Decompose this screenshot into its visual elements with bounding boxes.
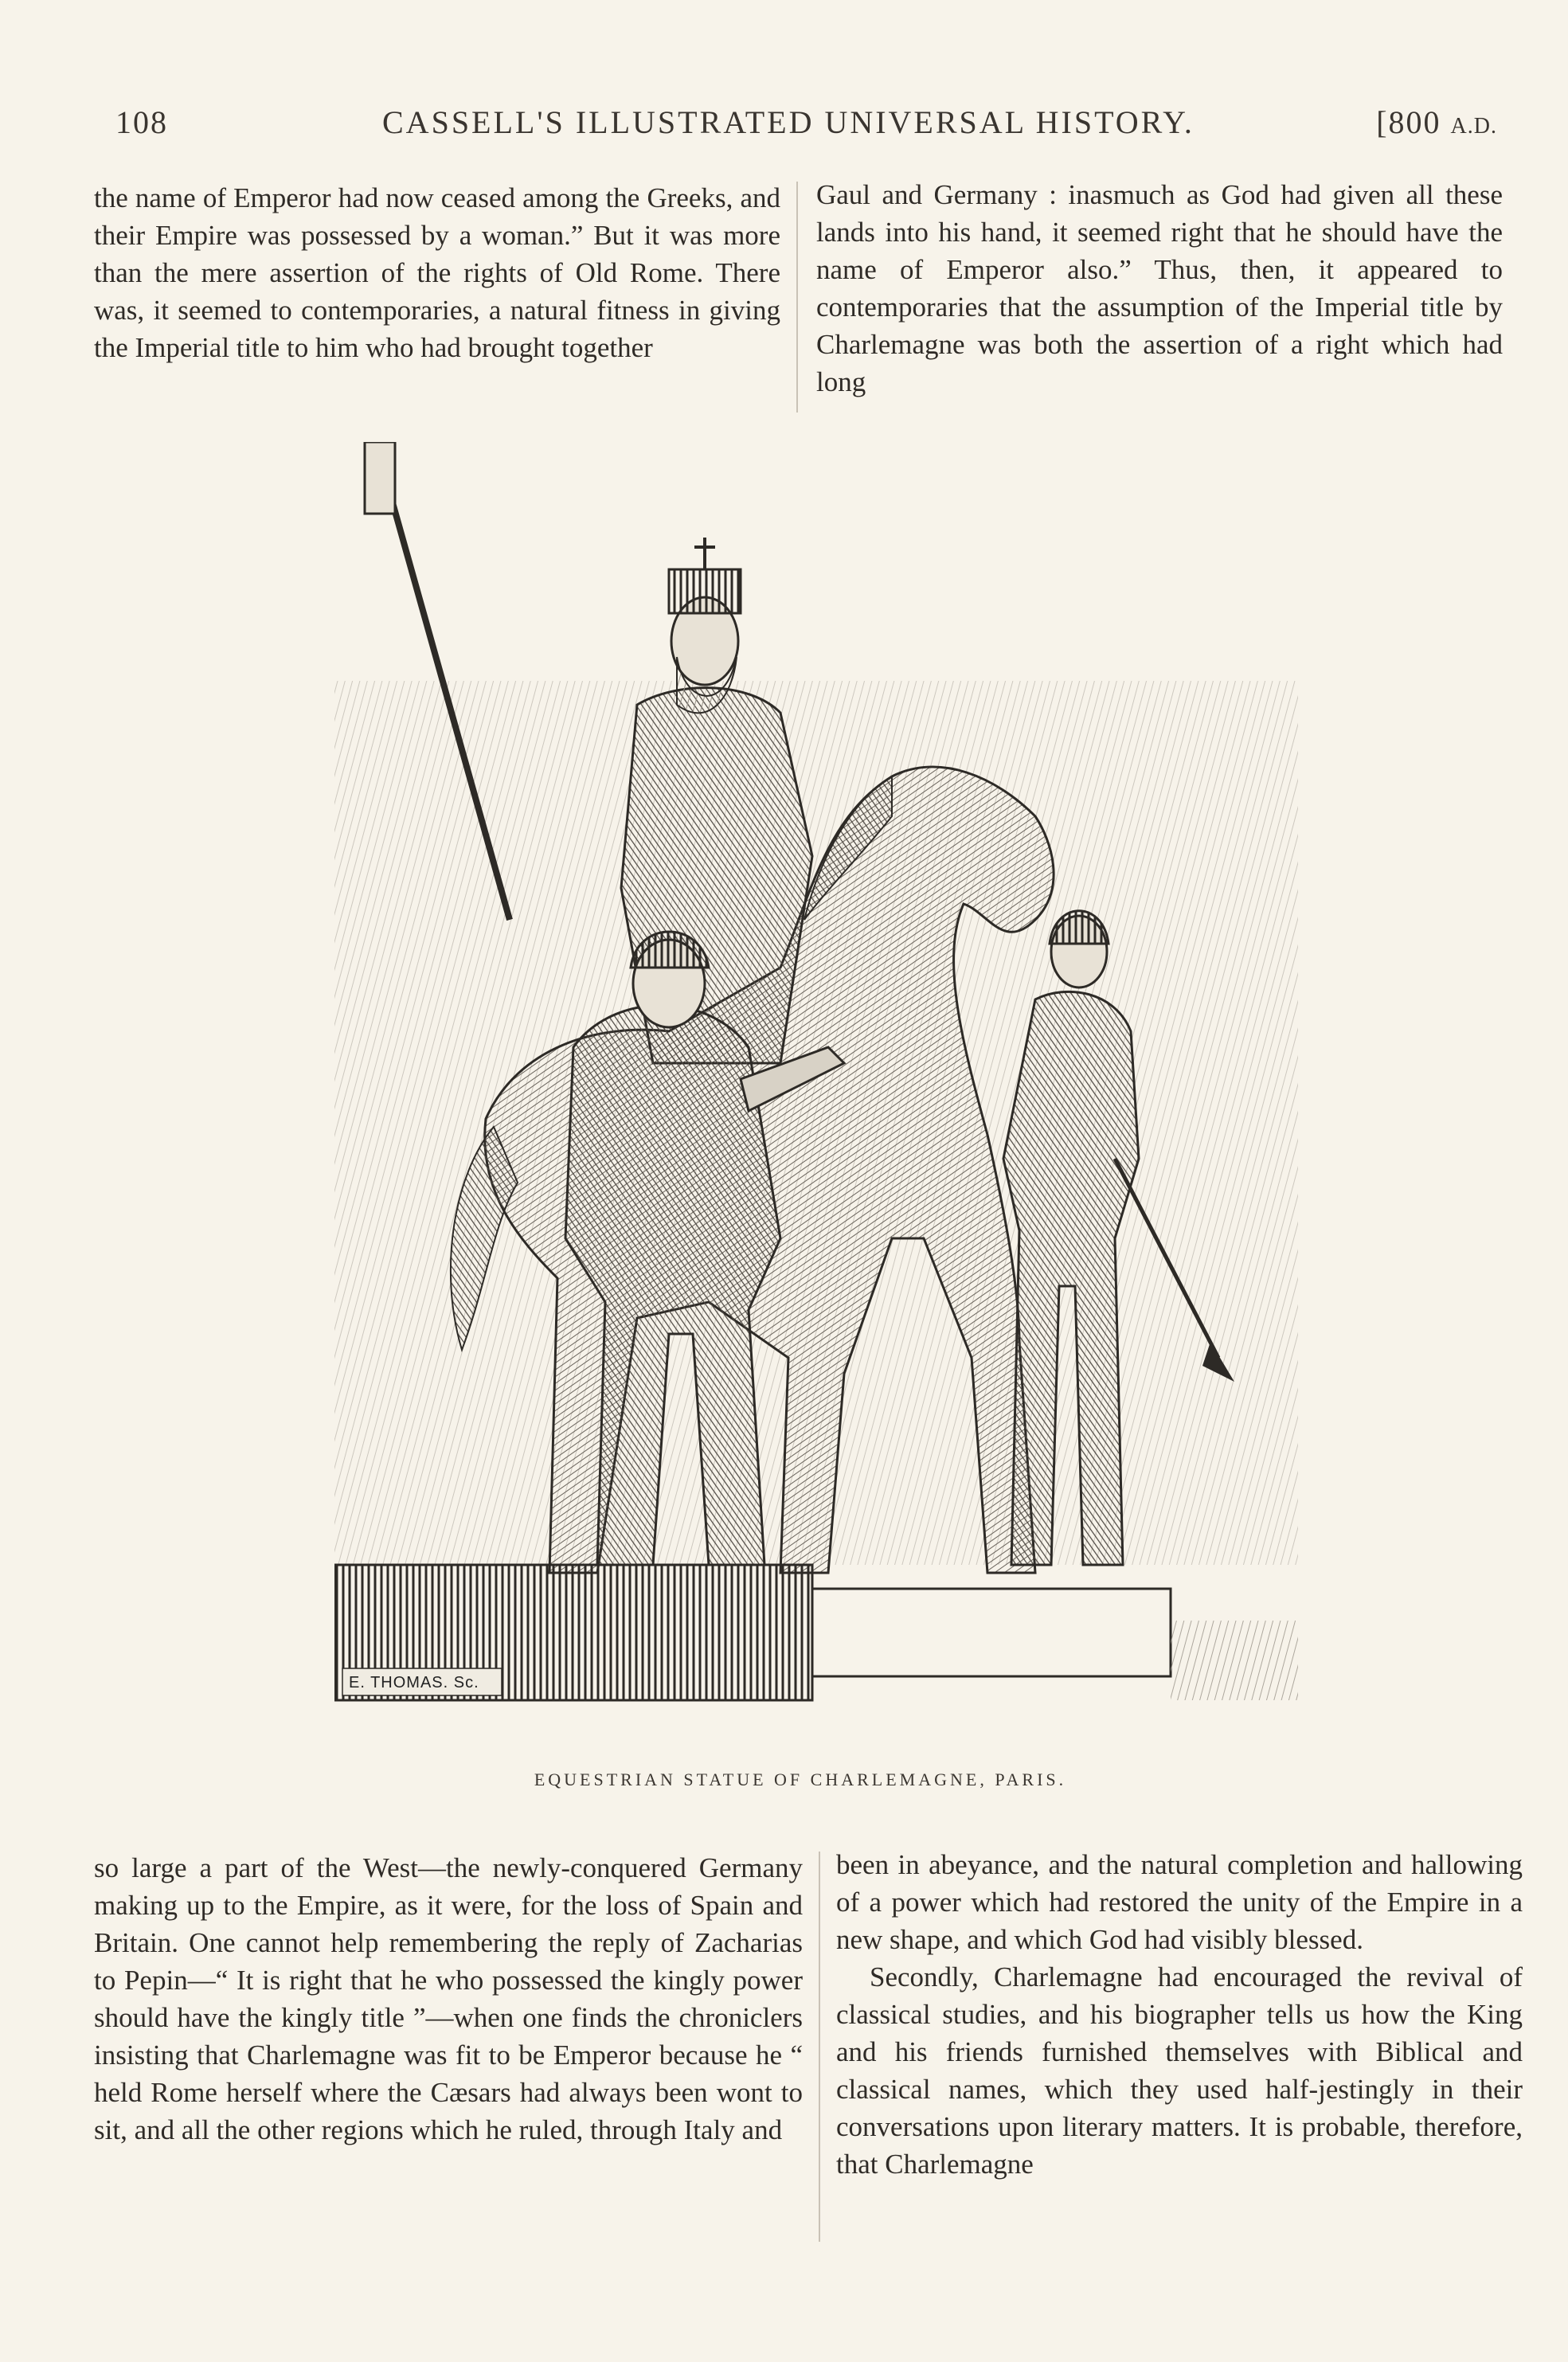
top-left-paragraph: the name of Emperor had now ceased among the Greeks, and their Empire was possessed by a woman.” But it was more than the mere assertion of the rights of Old Rome. There was, it seemed to contemporaries, a natural fitness in giving the Imperial title to him who had brought together: [94, 182, 780, 363]
bottom-right-column: [836, 1846, 1523, 2183]
engraver-signature: E. THOMAS. Sc.: [349, 1674, 479, 1691]
page-number: 108: [115, 104, 168, 140]
statue-engraving: [334, 442, 1298, 1748]
top-left-column: [94, 179, 780, 366]
date-bracket: [800: [1376, 104, 1441, 140]
date-era: A.D.: [1450, 114, 1497, 139]
date-marker: [1376, 104, 1497, 141]
emperor-crown: [669, 569, 741, 613]
bottom-right-paragraph-1: been in abeyance, and the natural completion and hallowing of a power which had restored the unity of the Empire in a new shape, and which God had visibly blessed.: [836, 1849, 1523, 1955]
pedestal-right: [812, 1589, 1171, 1676]
top-right-column: [816, 176, 1503, 401]
bottom-left-column: [94, 1849, 803, 2149]
column-divider-bottom: [819, 1852, 820, 2242]
bottom-right-paragraph-2: Secondly, Charlemagne had encouraged the revival of classical studies, and his biographer tells us how the King and his friends furnished themselves with Biblical and classical names, which they used half-jestingly in their conversations upon literary matters. It is probable, therefore, that Charlemagne: [836, 1961, 1523, 2180]
running-title: CASSELL'S ILLUSTRATED UNIVERSAL HISTORY.: [382, 104, 1195, 140]
column-divider-top: [796, 182, 798, 413]
top-right-paragraph: Gaul and Germany : inasmuch as God had given all these lands into his hand, it seemed right that he should have the name of Emperor also.” Thus, then, it appeared to contemporaries that the assumption of the Imperial title by Charlemagne was both the assertion of a right which had long: [816, 179, 1503, 397]
engraving-svg: [334, 442, 1298, 1748]
figure-caption: EQUESTRIAN STATUE OF CHARLEMAGNE, PARIS.: [534, 1770, 1067, 1789]
bottom-left-paragraph: so large a part of the West—the newly-conquered Germany making up to the Empire, as it were, for the loss of Spain and Britain. One cannot help remembering the reply of Zacharias to Pepin—“ It is right that he who possessed the kingly power should have the kingly title ”—when one finds the chroniclers insisting that Charlemagne was fit to be Emperor because he “ held Rome herself where the Cæsars had always been wont to sit, and all the other regions which he ruled, through Italy and: [94, 1852, 803, 2145]
running-header: [111, 104, 1521, 151]
ground-shadow: [1171, 1621, 1298, 1700]
